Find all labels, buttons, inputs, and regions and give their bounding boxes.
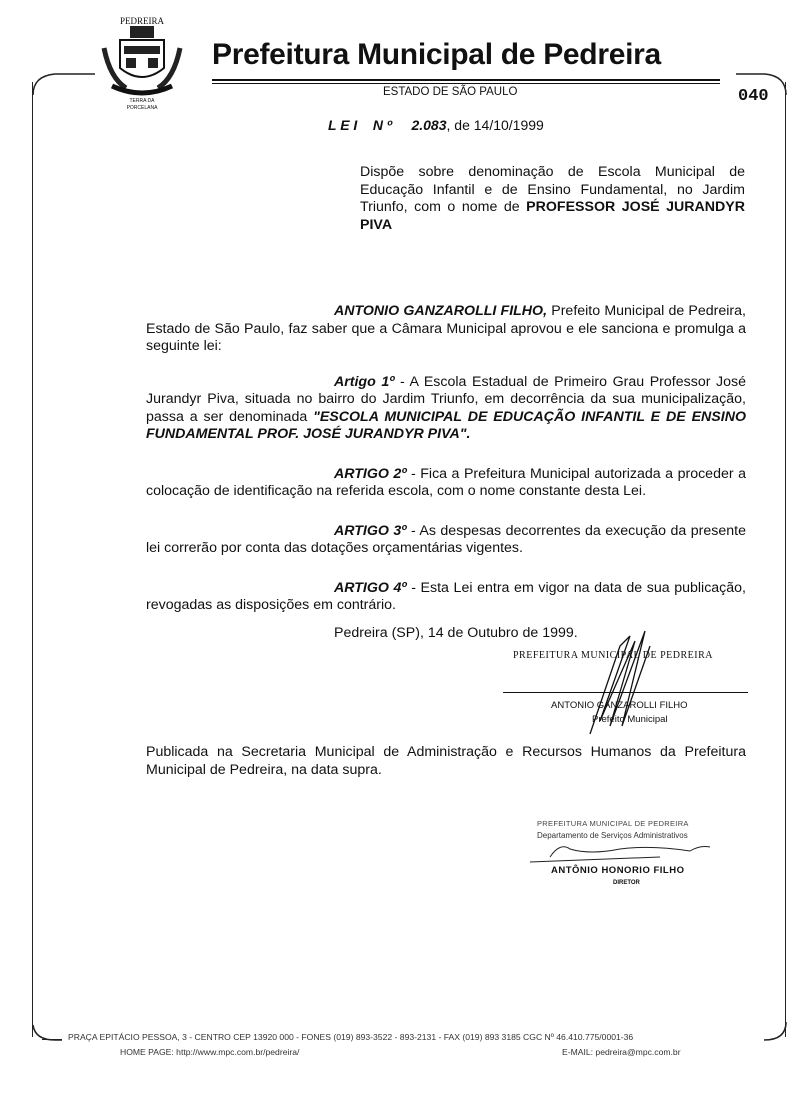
law-number: 2.083 bbox=[411, 117, 447, 133]
law-date: , de 14/10/1999 bbox=[446, 117, 544, 133]
stamp2-org: PREFEITURA MUNICIPAL DE PEDREIRA bbox=[537, 819, 689, 828]
stamp1-org: PREFEITURA MUNICIPAL DE PEDREIRA bbox=[513, 650, 713, 661]
article-1 bbox=[146, 374, 746, 444]
stamp2-dept: Departamento de Serviços Administrativos bbox=[537, 831, 688, 840]
stamp2-name: ANTÔNIO HONORIO FILHO bbox=[551, 865, 685, 876]
stamp1-name: ANTONIO GANZAROLLI FILHO bbox=[551, 700, 688, 711]
article-2 bbox=[146, 466, 746, 501]
article-label: ARTIGO 4º bbox=[334, 579, 407, 596]
svg-text:PEDREIRA: PEDREIRA bbox=[119, 16, 165, 26]
num-label: N º bbox=[372, 117, 392, 133]
svg-text:TERRA DA: TERRA DA bbox=[129, 98, 155, 104]
ementa-bold: PROFESSOR JOSÉ JURANDYR PIVA bbox=[360, 199, 745, 233]
director-signature bbox=[520, 837, 720, 863]
lei-label: L E I bbox=[328, 117, 358, 133]
article-label: ARTIGO 3º bbox=[334, 522, 407, 539]
article-label: ARTIGO 2º bbox=[334, 465, 407, 482]
ementa bbox=[360, 164, 745, 234]
publication-note: Publicada na Secretaria Municipal de Administração e Recursos Humanos da Prefeitura Municipal de Pedreira, na data supra. bbox=[146, 744, 746, 778]
law-body bbox=[146, 303, 746, 889]
law-heading bbox=[328, 117, 544, 133]
footer-homepage: HOME PAGE: http://www.mpc.com.br/pedreira/ bbox=[120, 1047, 300, 1057]
coat-of-arms-logo bbox=[96, 8, 188, 112]
article-4 bbox=[146, 580, 746, 615]
footer-email: E-MAIL: pedreira@mpc.com.br bbox=[562, 1047, 681, 1057]
date-place: Pedreira (SP), 14 de Outubro de 1999. bbox=[334, 624, 578, 641]
article-text: - A Escola Estadual de Primeiro Grau Professor José Jurandyr Piva, situada no bairro do Jardim Triunfo, em decorrência da sua municipalização, passa a ser denominada bbox=[146, 373, 746, 425]
mayor-signature-block bbox=[146, 642, 746, 734]
article-text: - As despesas decorrentes da execução da presente lei correrão por conta das dotações orçamentárias vigentes. bbox=[146, 522, 746, 556]
stamp1-role: Prefeito Municipal bbox=[592, 714, 668, 725]
header-subtitle: ESTADO DE SÃO PAULO bbox=[383, 86, 518, 98]
footer-address: PRAÇA EPITÁCIO PESSOA, 3 - CENTRO CEP 13920 000 - FONES (019) 893-3522 - 893-2131 - FAX (019) 893 3185 CGC Nº 46.410.775/0001-36 bbox=[68, 1032, 634, 1042]
mayor-name: ANTONIO GANZAROLLI FILHO, bbox=[334, 303, 548, 319]
article-3 bbox=[146, 523, 746, 558]
signature-line bbox=[503, 692, 748, 693]
article-text: - Esta Lei entra em vigor na data de sua publicação, revogadas as disposições em contrário. bbox=[146, 579, 746, 613]
stamp2-role: DIRETOR bbox=[613, 880, 640, 886]
footer-rule-left bbox=[42, 1039, 62, 1040]
director-stamp-block bbox=[146, 779, 746, 889]
header-title: Prefeitura Municipal de Pedreira bbox=[212, 38, 661, 71]
title-underline bbox=[212, 79, 720, 84]
ementa-text: Dispõe sobre denominação de Escola Municipal de Educação Infantil e de Ensino Fundamental, no Jardim Triunfo, com o nome de bbox=[360, 164, 745, 215]
preamble bbox=[146, 303, 746, 356]
article-label: Artigo 1º bbox=[334, 373, 395, 390]
article-text: - Fica a Prefeitura Municipal autorizada a proceder a colocação de identificação na referida escola, com o nome constante desta Lei. bbox=[146, 465, 746, 499]
page-number: 040 bbox=[738, 87, 769, 106]
preamble-text: Prefeito Municipal de Pedreira, Estado de São Paulo, faz saber que a Câmara Municipal aprovou e ele sanciona e promulga a seguinte lei: bbox=[146, 303, 746, 354]
school-name: "ESCOLA MUNICIPAL DE EDUCAÇÃO INFANTIL E DE ENSINO FUNDAMENTAL PROF. JOSÉ JURANDYR PIVA". bbox=[146, 408, 746, 442]
svg-text:PORCELANA: PORCELANA bbox=[126, 105, 158, 111]
